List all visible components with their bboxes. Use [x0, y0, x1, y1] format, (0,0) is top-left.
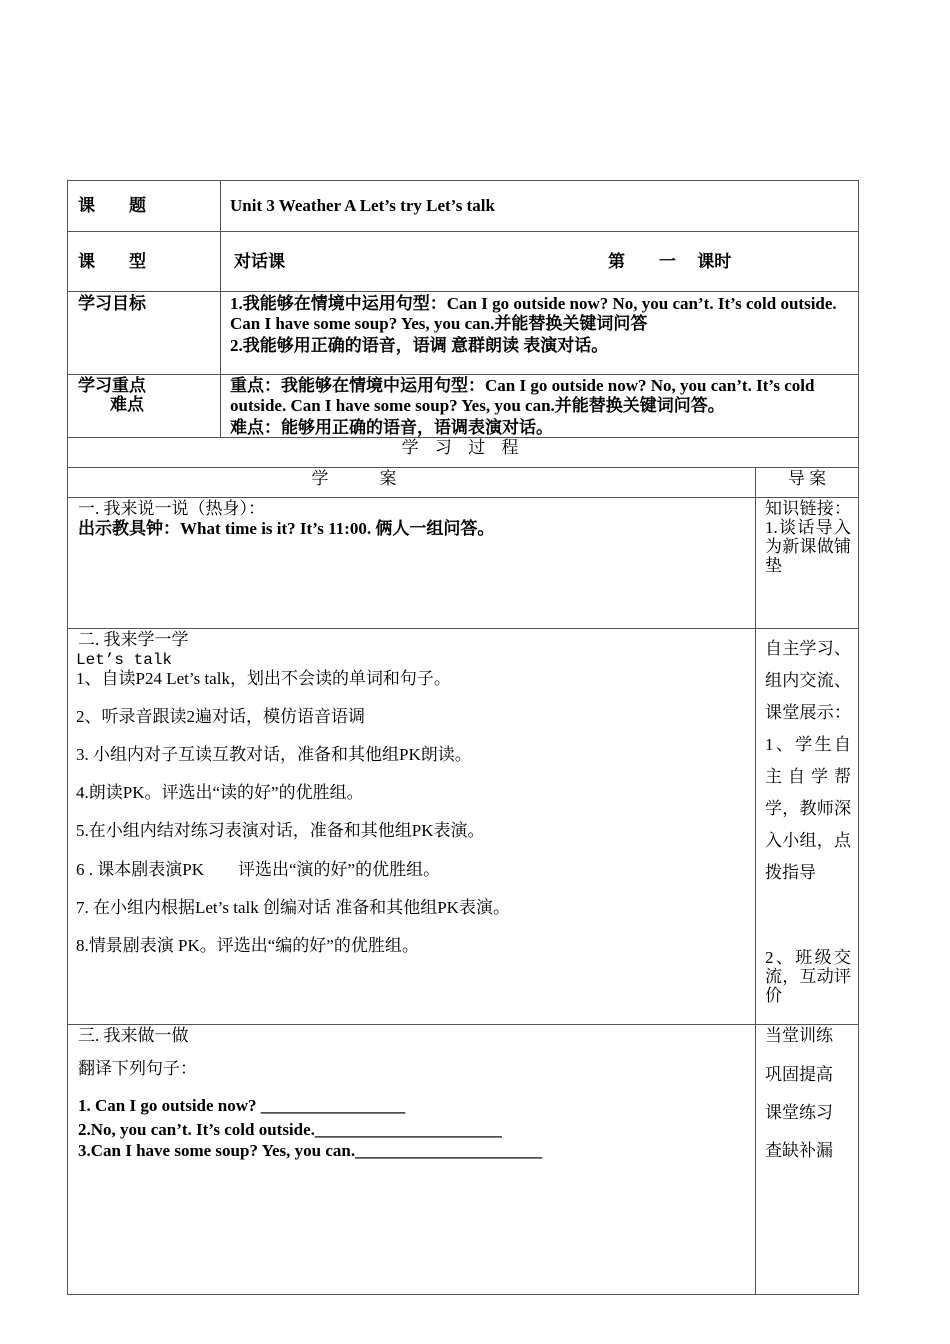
section2-item: 2、听录音跟读2遍对话，模仿语音语调: [76, 707, 365, 726]
topic-label: 课 题: [78, 196, 146, 215]
goal-item-1: 1.我能够在情境中运用句型：Can I go outside now? No, you can’t. It’s cold outside. Can I have some soup? Yes, you can.并能替换关键词问答: [230, 294, 837, 333]
section1-line: 出示教具钟：What time is it? It’s 11:00. 俩人一组问答。: [78, 519, 495, 538]
column-divider: [755, 467, 756, 1295]
section2-item: 3. 小组内对子互读互教对话，准备和其他组PK朗读。: [76, 745, 472, 764]
row-divider: [67, 1024, 859, 1025]
section3-guide-item: 巩固提高: [765, 1065, 833, 1084]
guide-plan-header: 导 案: [787, 469, 827, 488]
section3-guide-item: 课堂练习: [765, 1103, 833, 1122]
section2-guide-evaluation: 2、班级交流，互动评价: [765, 948, 851, 1005]
goal-label: 学习目标: [78, 294, 146, 313]
difficult-point: 难点：能够用正确的语音，语调表演对话。: [230, 418, 553, 437]
key-point: 重点：我能够在情境中运用句型：Can I go outside now? No, you can’t. It’s cold outside. Can I have some soup? Yes, you can.并能替换关键词问答。: [230, 376, 815, 415]
key-label: 学习重点: [78, 376, 146, 395]
type-value: 对话课: [234, 252, 285, 271]
section2-item: 5.在小组内结对练习表演对话，准备和其他组PK表演。: [76, 821, 485, 840]
row-divider: [67, 231, 859, 232]
section2-item: 1、自读P24 Let’s talk，划出不会读的单词和句子。: [76, 669, 451, 688]
exercise-sentence: 1. Can I go outside now? _________________: [78, 1096, 406, 1115]
section3-guide-item: 当堂训练: [765, 1026, 833, 1045]
section2-item: 8.情景剧表演 PK。评选出“编的好”的优胜组。: [76, 936, 419, 955]
type-label: 课 型: [78, 252, 146, 271]
period-value: 第 一 课时: [608, 252, 732, 271]
section3-guide-item: 查缺补漏: [765, 1141, 833, 1160]
section2-item: 4.朗读PK。评选出“读的好”的优胜组。: [76, 783, 364, 802]
topic-value: Unit 3 Weather A Let’s try Let’s talk: [230, 196, 495, 215]
row-divider: [67, 497, 859, 498]
column-divider: [220, 180, 221, 437]
exercise-sentence: 3.Can I have some soup? Yes, you can.______________________: [78, 1141, 543, 1160]
section2-subtitle: Let’s talk: [76, 651, 173, 669]
section1-guide: 知识链接：1.谈话导入为新课做铺垫: [765, 499, 851, 575]
row-divider: [67, 628, 859, 629]
section2-item: 7. 在小组内根据Let’s talk 创编对话 准备和其他组PK表演。: [76, 898, 510, 917]
section3-title: 三. 我来做一做: [78, 1026, 189, 1045]
section2-title: 二. 我来学一学: [78, 630, 189, 649]
row-divider: [67, 467, 859, 468]
section2-item: 6 . 课本剧表演PK 评选出“演的好”的优胜组。: [76, 860, 441, 879]
study-plan-header: 学 案: [311, 469, 397, 488]
goal-item-2: 2.我能够用正确的语音，语调 意群朗读 表演对话。: [230, 336, 609, 355]
row-divider: [67, 374, 859, 375]
section3-instruction: 翻译下列句子：: [78, 1059, 197, 1078]
section2-guide: 自主学习、组内交流、课堂展示：1、学生自主自学帮学，教师深入小组，点拨指导: [765, 639, 851, 882]
process-title: 学 习 过 程: [401, 438, 525, 457]
section1-title: 一. 我来说一说（热身）：: [78, 499, 265, 518]
exercise-sentence: 2.No, you can’t. It’s cold outside.______________________: [78, 1120, 502, 1139]
difficulty-label: 难点: [110, 395, 144, 414]
row-divider: [67, 291, 859, 292]
